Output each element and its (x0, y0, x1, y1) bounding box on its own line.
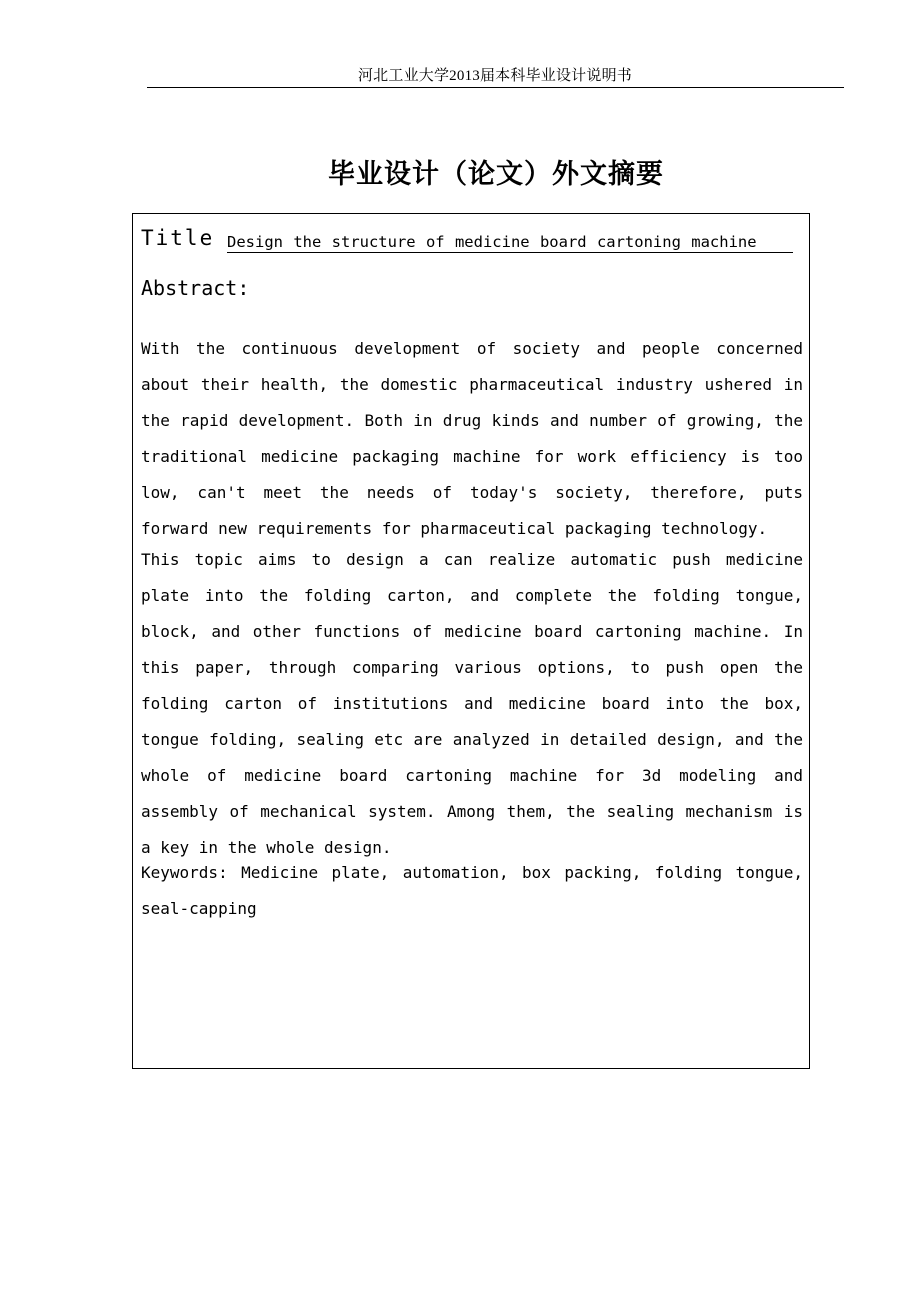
keywords: Keywords: Medicine plate, automation, box packing, folding tongue, seal-capping (141, 863, 803, 918)
page-header: 河北工业大学2013届本科毕业设计说明书 (357, 68, 632, 84)
title-label: Title (141, 226, 215, 250)
header-rule (147, 87, 844, 88)
title-value: Design the structure of medicine board cartoning machine (227, 234, 793, 253)
abstract-paragraph-2: This topic aims to design a can realize automatic push medicine plate into the folding carton, and complete the folding tongue, block, and other functions of medicine board cartoning machine. In this paper, through comparing various options, to push open the folding carton of institutions and medicine board into the box, tongue folding, sealing etc are analyzed in detailed design, and the whole of medicine board cartoning machine for 3d modeling and assembly of mechanical system. Among them, the sealing mechanism is a key in the whole design. (141, 550, 803, 857)
abstract-label: Abstract: (141, 276, 250, 300)
document-title: 毕业设计（论文）外文摘要 (328, 159, 664, 190)
abstract-paragraph-1: With the continuous development of society and people concerned about their health, the domestic pharmaceutical industry ushered in the rapid development. Both in drug kinds and number of growing, the traditional medicine packaging machine for work efficiency is too low, can't meet the needs of today's society, therefore, puts forward new requirements for pharmaceutical packaging technology. (141, 339, 803, 538)
